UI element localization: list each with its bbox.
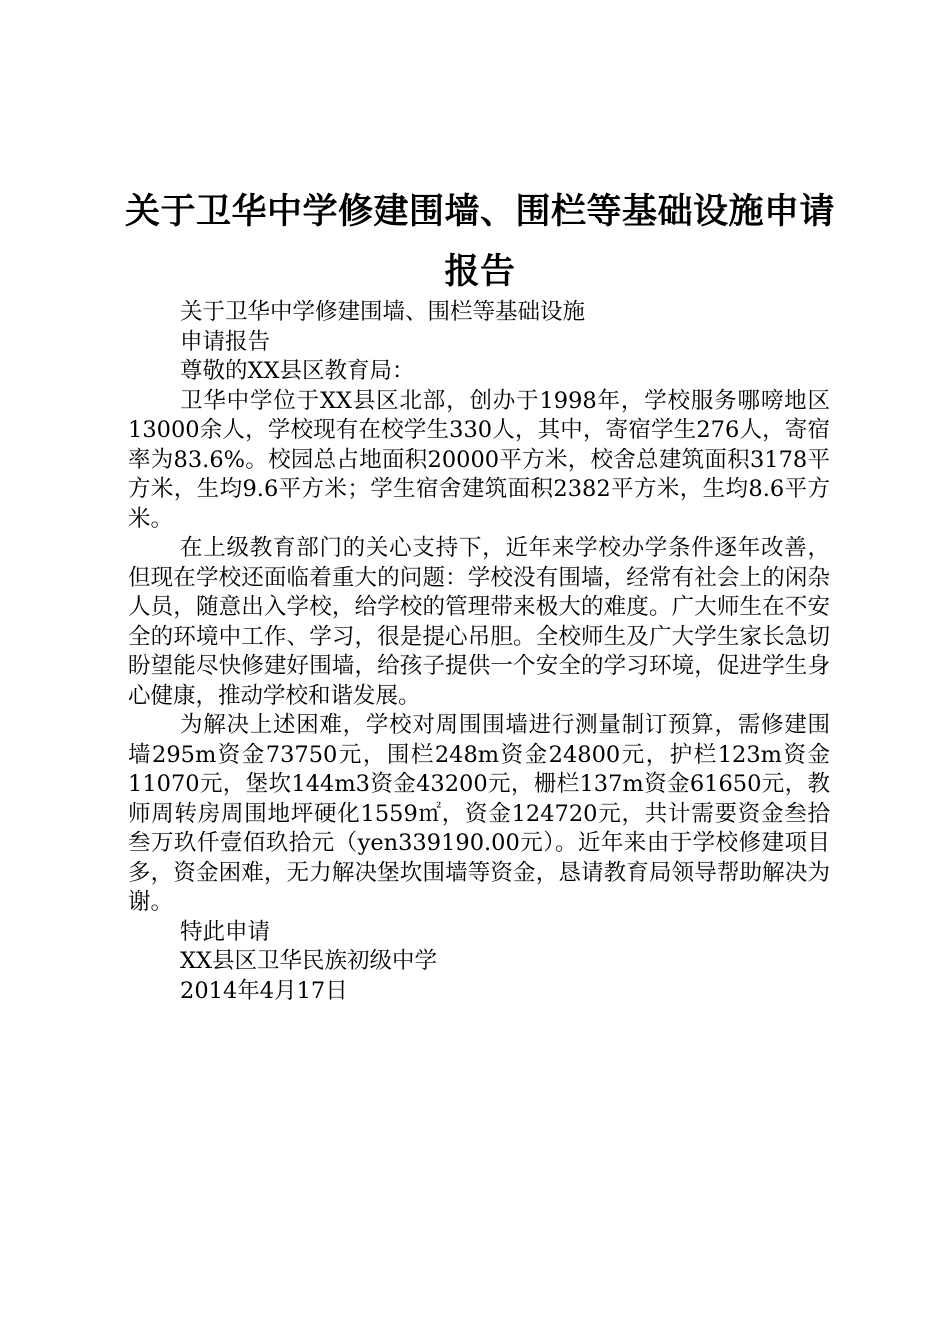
closing: 特此申请 xyxy=(180,918,271,945)
subtitle-line-2: 申请报告 xyxy=(180,328,271,355)
subtitle-line-1: 关于卫华中学修建围墙、围栏等基础设施 xyxy=(180,299,586,325)
paragraph-budget: 为解决上述困难，学校对周围围墙进行测量制订预算，需修建围墙295m资金73750元，围栏248m资金24800元，护栏123m资金11070元，堡坎144m3资金43200元，栅栏137m资金61650元，教师周转房周围地坪硬化1559㎡，资金124720元，共计需要资金叁拾叁万玖仟壹佰玖拾元（yen339190.00元）。近年来由于学校修建项目多，资金困难，无力解决堡坎围墙等资金，恳请教育局领导帮助解决为谢。 xyxy=(128,712,830,915)
title-line-2: 报告 xyxy=(444,252,516,292)
paragraph-problem: 在上级教育部门的关心支持下，近年来学校办学条件逐年改善，但现在学校还面临着重大的问题：学校没有围墙，经常有社会上的闲杂人员，随意出入学校，给学校的管理带来极大的难度。广大师生在不安全的环境中工作、学习，很是提心吊胆。全校师生及广大学生家长急切盼望能尽快修建好围墙，给孩子提供一个安全的学习环境，促进学生身心健康，推动学校和谐发展。 xyxy=(128,535,830,709)
salutation: 尊敬的XX县区教育局： xyxy=(180,358,415,384)
signature: XX县区卫华民族初级中学 xyxy=(180,948,438,974)
paragraph-school-overview: 卫华中学位于XX县区北部，创办于1998年，学校服务哪嗙地区13000余人，学校现有在校学生330人，其中，寄宿学生276人，寄宿率为83.6%。校园总占地面积20000平方米，校舍总建筑面积3178平方米，生均9.6平方米；学生宿舍建筑面积2382平方米，生均8.6平方米。 xyxy=(128,387,830,532)
document-body xyxy=(128,298,830,1006)
document-title xyxy=(120,182,840,302)
date: 2014年4月17日 xyxy=(180,977,348,1004)
title-line-1: 关于卫华中学修建围墙、围栏等基础设施申请 xyxy=(124,192,835,232)
